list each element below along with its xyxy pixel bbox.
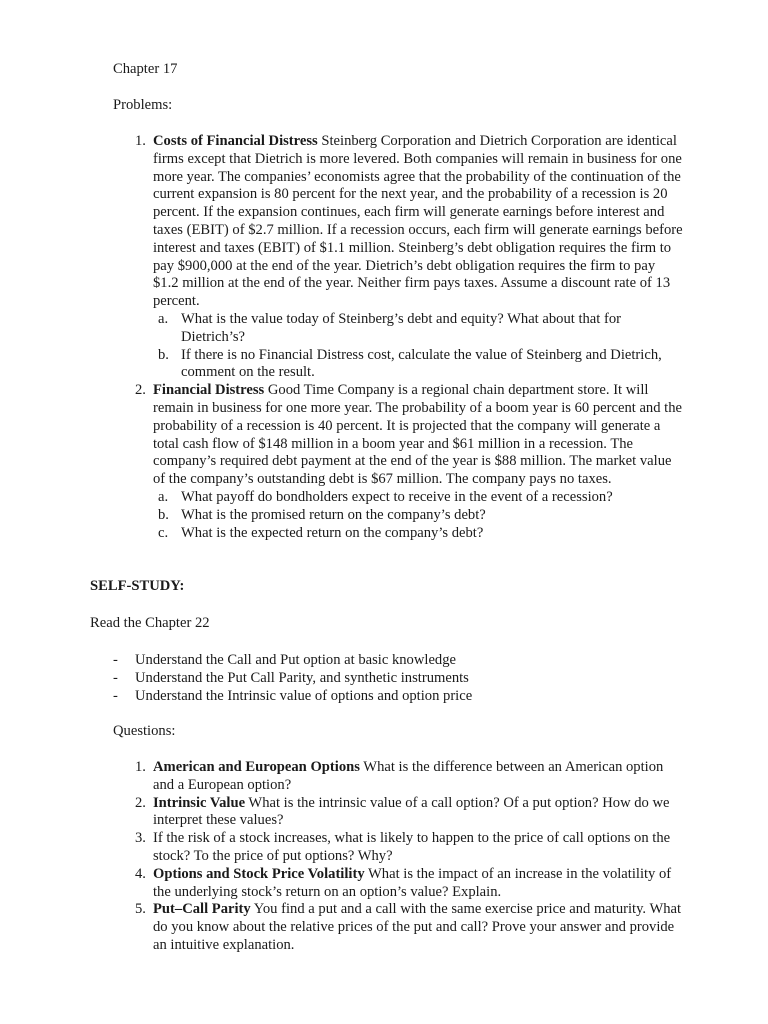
understand-text: Understand the Call and Put option at basic knowledge [135,652,456,668]
sub-question-text: If there is no Financial Distress cost, calculate the value of Steinberg and Dietrich, comment on the result. [181,346,662,381]
sub-question-letter: b. [158,346,169,363]
sub-question-letter: a. [158,310,169,327]
sub-question-letter: c. [158,524,169,541]
question-title: Options and Stock Price Volatility [153,865,365,882]
sub-question [153,507,683,525]
question-text: You find a put and a call with the same exercise price and maturity. What do you know about the relative prices of the put and call? Prove your answer and provide an intuitive explanation. [153,901,682,953]
question-body [153,830,670,864]
question-body [153,901,681,953]
understand-list [113,652,472,705]
question-title: American and European Options [153,759,360,775]
problem-title: Costs of Financial Distress [153,133,318,149]
sub-question [153,525,683,543]
chapter-title: Chapter 17 [113,61,178,77]
question-text: What is the difference between an American option and a European option? [153,759,664,793]
question-item [113,866,683,902]
problems-heading: Problems: [113,97,173,113]
sub-question [153,347,683,383]
problem-text: Good Time Company is a regional chain department store. It will remain in business for one more year. The probability of a boom year is 60 percent and the probability of a recession is 40 percent. It is projected that the company will generate a total cash flow of $148 million in a boom year and $61 million in a recession. The company’s required debt payment at the end of the year is $88 million. The market value of the company’s outstanding debt is $67 million. The company pays no taxes. [153,382,683,488]
understand-item [113,670,472,688]
dash-bullet: - [113,687,118,704]
question-item [113,830,683,866]
question-number: 2. [135,794,146,811]
sub-question-text: What is the value today of Steinberg’s debt and equity? What about that for Dietrich’s? [181,310,621,345]
sub-question [153,311,683,347]
understand-text: Understand the Intrinsic value of options and option price [135,687,473,704]
sub-question [153,489,683,507]
question-item [113,759,683,795]
problem-body [153,382,682,487]
understand-item [113,652,472,670]
sub-question-text: What is the expected return on the company’s debt? [181,524,484,541]
question-body [153,795,670,829]
question-text: What is the impact of an increase in the volatility of the underlying stock’s return on an option’s value? Explain. [153,865,672,900]
dash-bullet: - [113,652,118,668]
sub-question-letter: b. [158,506,169,523]
sub-question-letter: a. [158,488,169,505]
read-chapter-text: Read the Chapter 22 [90,615,210,631]
question-number: 5. [135,901,146,918]
question-number: 4. [135,865,146,882]
understand-text: Understand the Put Call Parity, and synthetic instruments [135,669,469,686]
question-text: If the risk of a stock increases, what is likely to happen to the price of call options on the stock? To the price of put options? Why? [153,830,671,864]
questions-heading: Questions: [113,723,176,739]
question-title: Intrinsic Value [153,794,246,811]
problem-text: Steinberg Corporation and Dietrich Corporation are identical firms except that Dietrich is more levered. Both companies will remain in business for one more year. The companies’ economists agree that the probability of the continuation of the current expansion is 80 percent for the next year, and the probability of a recession is 20 percent. If the expansion continues, each firm will generate earnings before interest and taxes (EBIT) of $2.7 million. If a recession occurs, each firm will generate earnings before interest and taxes (EBIT) of $1.1 million. Steinberg’s debt obligation requires the firm to pay $900,000 at the end of the year. Dietrich’s debt obligation requires the firm to pay $1.2 million at the end of the year. Neither firm pays taxes. Assume a discount rate of 13 percent. [153,133,683,310]
question-text: What is the intrinsic value of a call option? Of a put option? How do we interpret these values? [153,794,670,829]
dash-bullet: - [113,669,118,686]
problem-list [113,133,683,542]
question-title: Put–Call Parity [153,901,251,918]
understand-item [113,688,472,706]
question-body [153,759,663,793]
question-body [153,866,671,900]
question-number: 3. [135,830,146,847]
sub-question-text: What payoff do bondholders expect to receive in the event of a recession? [181,488,613,505]
self-study-heading: SELF-STUDY: [90,578,185,594]
sub-question-text: What is the promised return on the company’s debt? [181,506,486,523]
problem-number: 2. [135,382,146,399]
question-item [113,795,683,831]
question-number: 1. [135,759,146,775]
problem-item [113,133,683,382]
problem-item [113,382,683,542]
question-list [113,759,683,955]
problem-number: 1. [135,133,146,149]
question-item [113,901,683,954]
sub-question-list [153,489,683,542]
sub-question-list [153,311,683,382]
problem-body [153,133,683,309]
problem-title: Financial Distress [153,382,265,399]
